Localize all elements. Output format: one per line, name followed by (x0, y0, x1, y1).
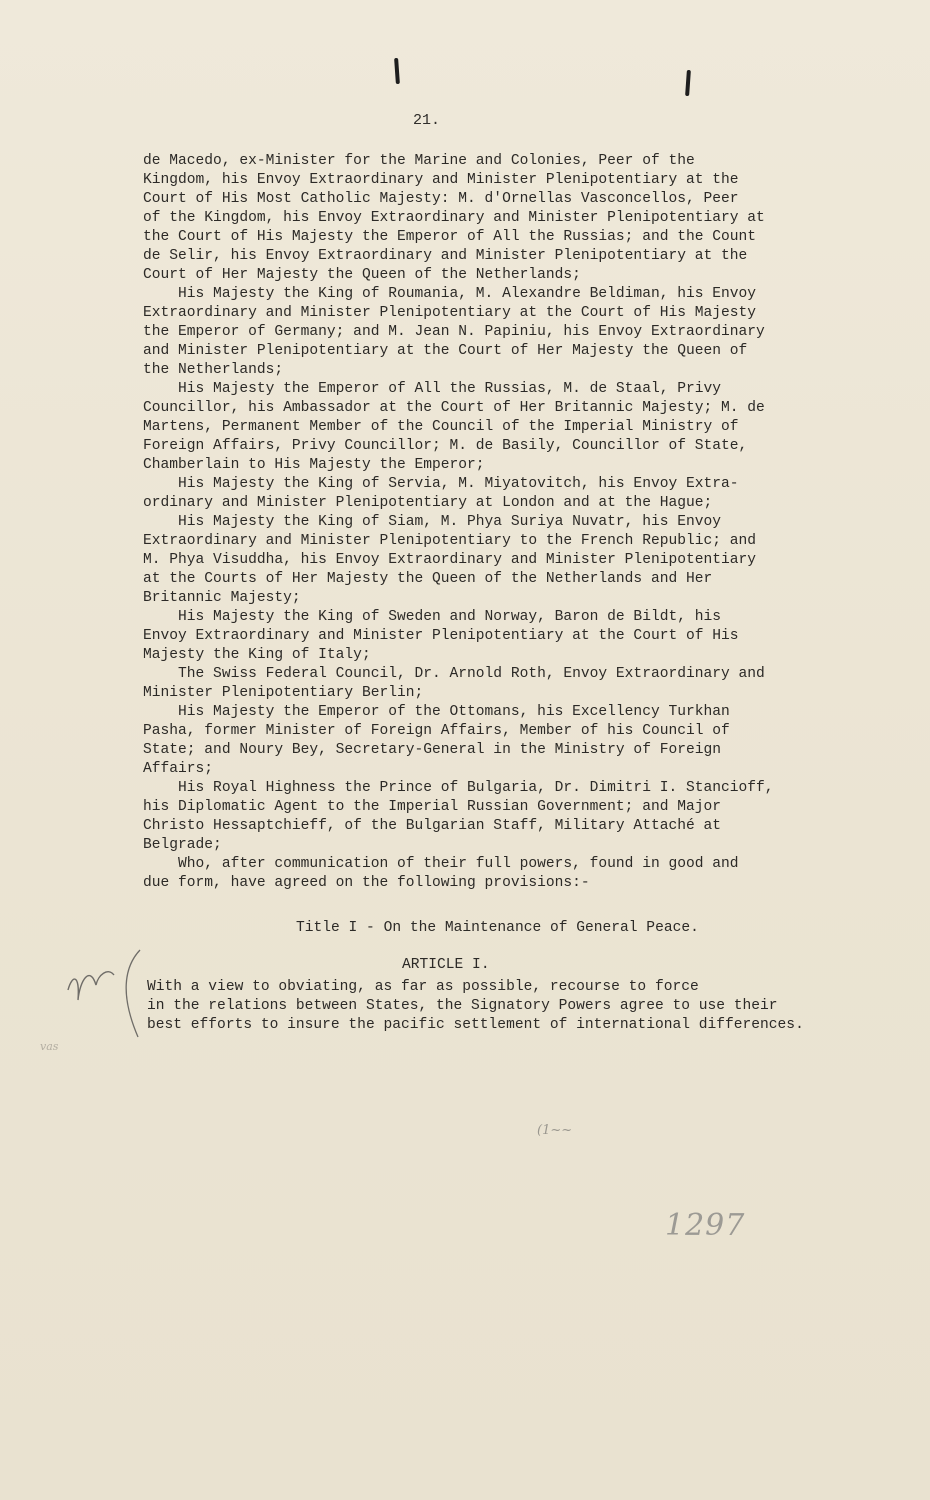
body-line: the Court of His Majesty the Emperor of All the Russias; and the Count (143, 229, 757, 245)
body-line: Who, after communication of their full powers, found in good and (143, 856, 739, 872)
body-line: Court of His Most Catholic Majesty: M. d'Ornellas Vasconcellos, Peer (143, 191, 739, 207)
body-line: Belgrade; (143, 837, 222, 853)
body-line: Extraordinary and Minister Plenipotentiary at the Court of His Majesty (143, 305, 757, 321)
body-line: the Emperor of Germany; and M. Jean N. Papiniu, his Envoy Extraordinary (143, 324, 765, 340)
body-line: The Swiss Federal Council, Dr. Arnold Roth, Envoy Extraordinary and (143, 666, 765, 682)
body-line: Foreign Affairs, Privy Councillor; M. de Basily, Councillor of State, (143, 438, 748, 454)
article-line: in the relations between States, the Signatory Powers agree to use their (147, 998, 778, 1014)
body-line: His Majesty the King of Servia, M. Miyatovitch, his Envoy Extra- (143, 476, 739, 492)
title-heading: Title I - On the Maintenance of General Peace. (296, 920, 699, 936)
body-line: His Majesty the Emperor of the Ottomans, his Excellency Turkhan (143, 704, 730, 720)
article-heading: ARTICLE I. (402, 957, 490, 973)
article-line: best efforts to insure the pacific settlement of international differences. (147, 1017, 804, 1033)
body-line: Martens, Permanent Member of the Council of the Imperial Ministry of (143, 419, 739, 435)
binding-mark-left (394, 58, 400, 84)
body-line: Minister Plenipotentiary Berlin; (143, 685, 424, 701)
treaty-body-text (143, 152, 833, 893)
body-line: Chamberlain to His Majesty the Emperor; (143, 457, 485, 473)
body-line: the Netherlands; (143, 362, 284, 378)
body-line: Britannic Majesty; (143, 590, 301, 606)
handwritten-marginal-note: vas (40, 1040, 59, 1053)
body-line: Pasha, former Minister of Foreign Affairs, Member of his Council of (143, 723, 730, 739)
page-number: 21. (413, 112, 441, 129)
body-line: Affairs; (143, 761, 214, 777)
body-line: de Selir, his Envoy Extraordinary and Minister Plenipotentiary at the (143, 248, 748, 264)
body-line: His Majesty the King of Sweden and Norway, Baron de Bildt, his (143, 609, 722, 625)
body-line: Court of Her Majesty the Queen of the Netherlands; (143, 267, 581, 283)
body-line: Christo Hessaptchieff, of the Bulgarian Staff, Military Attaché at (143, 818, 722, 834)
body-line: and Minister Plenipotentiary at the Court of Her Majesty the Queen of (143, 343, 748, 359)
body-line: Envoy Extraordinary and Minister Plenipotentiary at the Court of His (143, 628, 739, 644)
body-line: His Royal Highness the Prince of Bulgaria, Dr. Dimitri I. Stancioff, (143, 780, 774, 796)
body-line: His Majesty the King of Siam, M. Phya Suriya Nuvatr, his Envoy (143, 514, 722, 530)
body-line: de Macedo, ex-Minister for the Marine and Colonies, Peer of the (143, 153, 695, 169)
body-line: ordinary and Minister Plenipotentiary at London and at the Hague; (143, 495, 713, 511)
body-line: His Majesty the Emperor of All the Russias, M. de Staal, Privy (143, 381, 722, 397)
faint-smudge: (1~~ (537, 1123, 573, 1138)
body-line: Kingdom, his Envoy Extraordinary and Minister Plenipotentiary at the (143, 172, 739, 188)
body-line: of the Kingdom, his Envoy Extraordinary and Minister Plenipotentiary at (143, 210, 765, 226)
binding-mark-right (685, 70, 691, 96)
body-line: at the Courts of Her Majesty the Queen of the Netherlands and Her (143, 571, 713, 587)
article-text (147, 978, 867, 1035)
body-line: State; and Noury Bey, Secretary-General in the Ministry of Foreign (143, 742, 722, 758)
body-line: M. Phya Visuddha, his Envoy Extraordinary and Minister Plenipotentiary (143, 552, 757, 568)
body-line: His Majesty the King of Roumania, M. Alexandre Beldiman, his Envoy (143, 286, 757, 302)
body-line: Councillor, his Ambassador at the Court of Her Britannic Majesty; M. de (143, 400, 765, 416)
body-line: Majesty the King of Italy; (143, 647, 371, 663)
article-line: With a view to obviating, as far as possible, recourse to force (147, 979, 699, 995)
handwritten-marginal-mark (58, 945, 158, 1040)
body-line: his Diplomatic Agent to the Imperial Russian Government; and Major (143, 799, 722, 815)
body-line: Extraordinary and Minister Plenipotentiary to the French Republic; and (143, 533, 757, 549)
handwritten-folio-number: 1297 (665, 1208, 746, 1243)
body-line: due form, have agreed on the following provisions:- (143, 875, 590, 891)
